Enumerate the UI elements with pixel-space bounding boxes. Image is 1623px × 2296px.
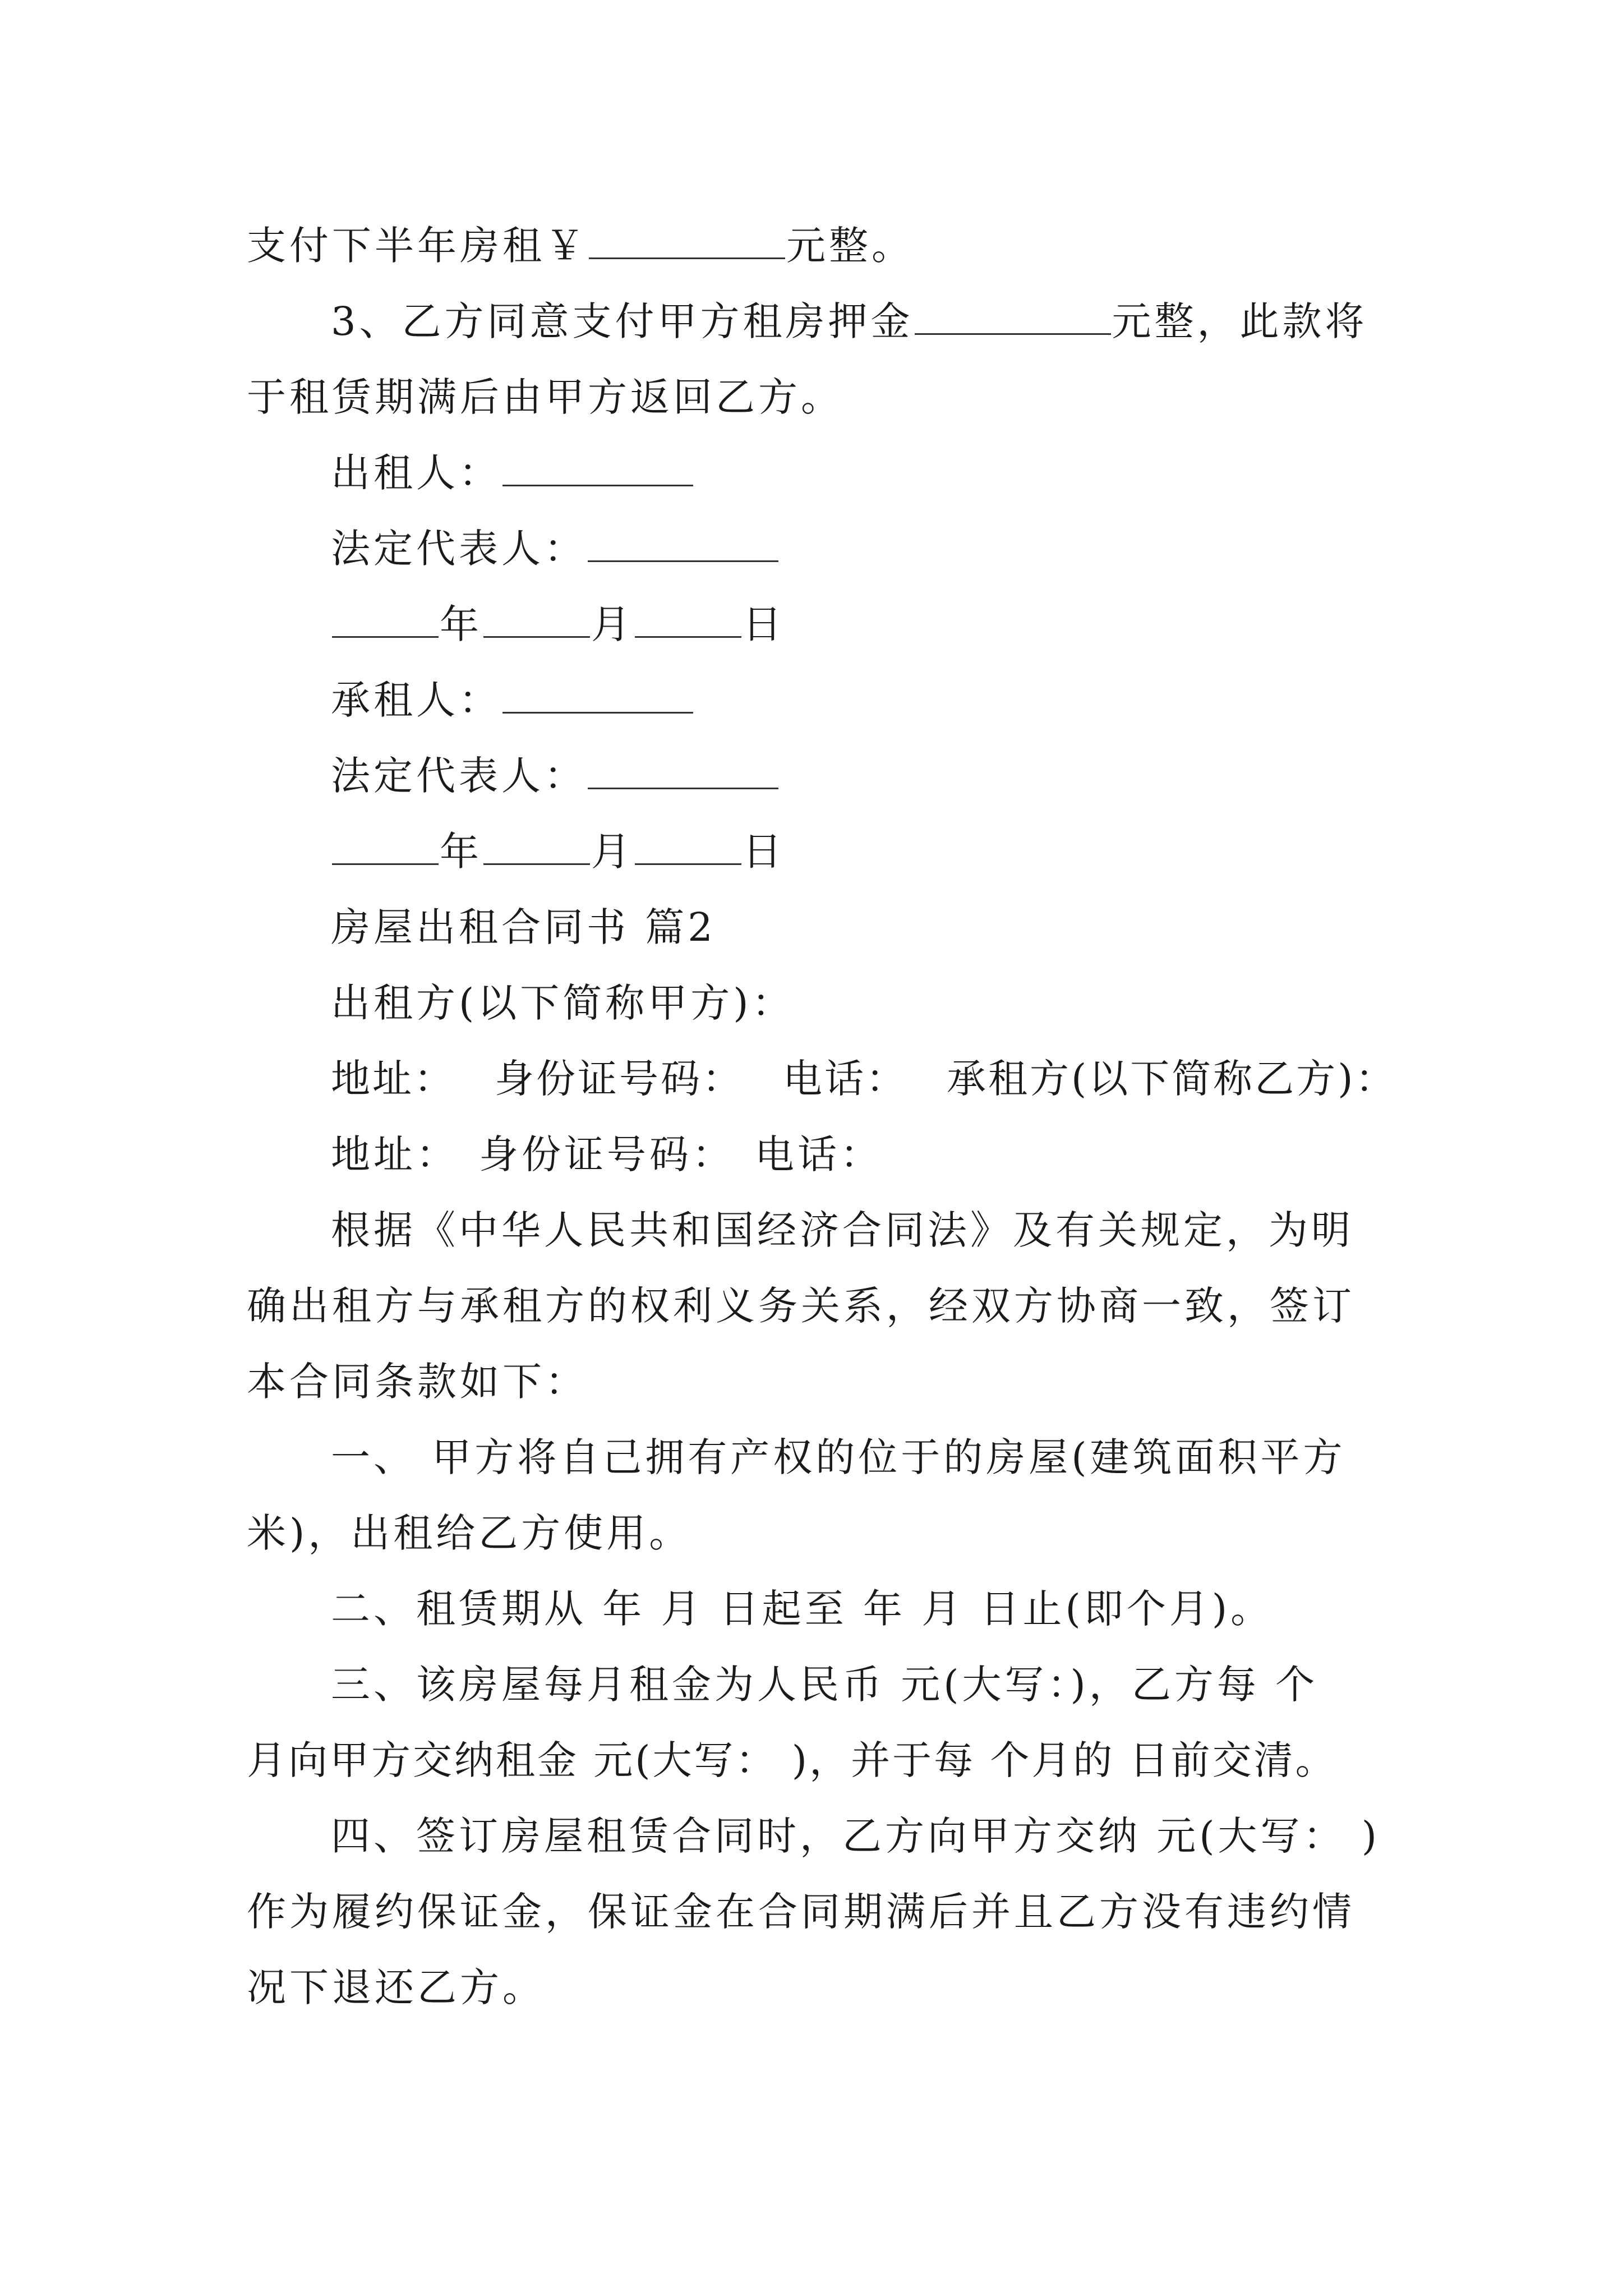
clause-4-line-2: 作为履约保证金，保证金在合同期满后并且乙方没有违约情	[247, 1889, 1355, 1935]
clause-4-line-1: 四、签订房屋租赁合同时，乙方向甲方交纳 元(大写： )	[331, 1813, 1381, 1859]
clause-3-line-1: 三、该房屋每月租金为人民币 元(大写：)，乙方每 个	[331, 1662, 1318, 1708]
lessor-signature-line	[331, 446, 694, 500]
clause-2-line-1: 二、租赁期从 年 月 日起至 年 月 日止(即个月)。	[331, 1586, 1274, 1632]
legal-rep-blank-2	[588, 753, 778, 789]
party-a-id-label: 身份证号码：	[495, 1056, 744, 1102]
date-line-2	[331, 825, 785, 878]
party-a-details-line	[331, 1052, 1397, 1106]
lessee-label: 承租人：	[331, 677, 501, 723]
party-a-phone-label: 电话：	[783, 1056, 907, 1102]
month-blank-1	[483, 601, 590, 638]
clause-1-line-2: 米)，出租给乙方使用。	[247, 1510, 692, 1556]
legal-rep-label-2: 法定代表人：	[331, 753, 587, 799]
deposit-tail: 元整，此款将	[1112, 298, 1368, 344]
year-blank-2	[332, 829, 439, 865]
clause-4-line-3: 况下退还乙方。	[247, 1964, 545, 2010]
deposit-text: 3、乙方同意支付甲方租房押金	[331, 298, 914, 344]
legal-rep-label-1: 法定代表人：	[331, 526, 587, 572]
day-blank-2	[635, 829, 741, 865]
party-a-intro: 出租方(以下简称甲方)：	[331, 980, 795, 1026]
legal-rep-line-2	[331, 749, 780, 803]
lessor-label: 出租人：	[331, 450, 501, 496]
deposit-amount-blank	[915, 298, 1111, 335]
year-label-2: 年	[440, 829, 482, 875]
month-label-2: 月	[591, 829, 634, 875]
year-blank-1	[332, 601, 439, 638]
month-label-1: 月	[591, 601, 634, 647]
day-label-2: 日	[743, 829, 785, 875]
lessee-signature-line	[331, 673, 694, 727]
deposit-return-line: 于租赁期满后由甲方返回乙方。	[247, 374, 843, 420]
clause-3-line-2: 月向甲方交纳租金 元(大写： )，并于每 个月的 日前交清。	[247, 1737, 1337, 1783]
legal-rep-line-1	[331, 522, 780, 576]
party-b-details-line	[331, 1128, 883, 1181]
preamble-line-3: 本合同条款如下：	[247, 1359, 588, 1405]
month-blank-2	[483, 829, 590, 865]
clause-1-line-1: 一、 甲方将自己拥有产权的位于的房屋(建筑面积平方	[331, 1434, 1346, 1480]
rent-second-half-text: 支付下半年房租￥	[247, 223, 588, 269]
preamble-line-1: 根据《中华人民共和国经济合同法》及有关规定，为明	[331, 1207, 1354, 1253]
section-title: 房屋出租合同书 篇2	[331, 904, 716, 950]
party-b-address-label: 地址：	[331, 1131, 459, 1177]
party-a-address-label: 地址：	[331, 1056, 455, 1102]
legal-rep-blank-1	[588, 526, 778, 562]
party-b-intro: 承租方(以下简称乙方)：	[947, 1056, 1397, 1102]
day-blank-1	[635, 601, 741, 638]
party-b-id-label: 身份证号码：	[479, 1131, 735, 1177]
rent-second-half-line	[247, 219, 914, 273]
lessor-blank	[502, 450, 693, 486]
party-b-phone-label: 电话：	[755, 1131, 883, 1177]
date-line-1	[331, 597, 785, 651]
preamble-line-2: 确出租方与承租方的权利义务关系，经双方协商一致，签订	[247, 1283, 1355, 1329]
day-label-1: 日	[743, 601, 785, 647]
deposit-line	[331, 295, 1368, 348]
lessee-blank	[502, 677, 693, 714]
rent-amount-blank	[589, 223, 785, 259]
year-label-1: 年	[440, 601, 482, 647]
rent-second-half-tail: 元整。	[786, 223, 914, 269]
